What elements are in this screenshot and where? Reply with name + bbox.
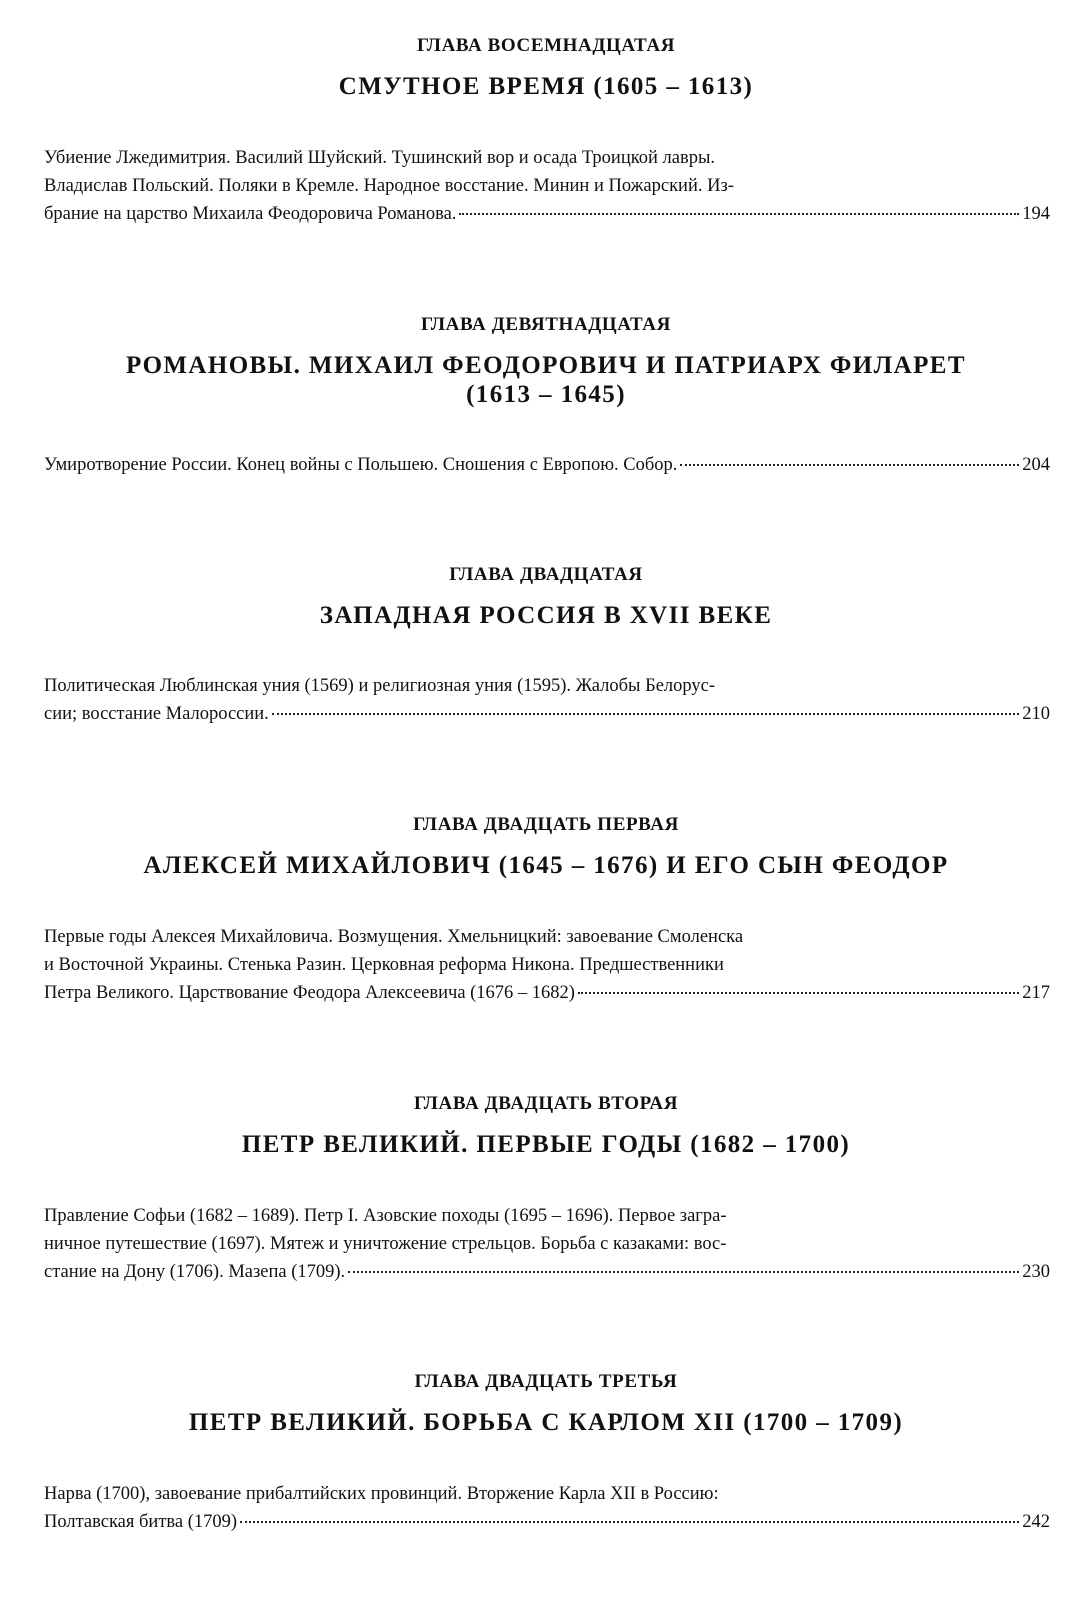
toc-entry[interactable]: [44, 1258, 1050, 1286]
chapter-20: [0, 563, 1092, 724]
dot-leader: [459, 213, 1019, 215]
description-line: ничное путешествие (1697). Мятеж и уничтожение стрельцов. Борьба с казаками: вос-: [44, 1234, 727, 1254]
description-line: Убиение Лжедимитрия. Василий Шуйский. Тушинский вор и осада Троицкой лавры.: [44, 148, 716, 168]
chapter-description: [44, 672, 1050, 728]
chapter-description: [44, 451, 1050, 479]
description-line: Правление Софьи (1682 – 1689). Петр I. Азовские походы (1695 – 1696). Первое загра-: [44, 1206, 727, 1226]
description-line: Полтавская битва (1709): [44, 1512, 238, 1532]
chapter-label: ГЛАВА ДЕВЯТНАДЦАТАЯ: [421, 314, 671, 335]
chapter-description: [44, 144, 1050, 228]
chapter-label: ГЛАВА ВОСЕМНАДЦАТАЯ: [416, 35, 676, 56]
page-number: 230: [1022, 1262, 1050, 1282]
description-line: Владислав Польский. Поляки в Кремле. Народное восстание. Минин и Пожарский. Из-: [44, 176, 734, 196]
chapter-label: ГЛАВА ДВАДЦАТАЯ: [449, 564, 643, 585]
chapter-19: [0, 313, 1092, 475]
chapter-label: ГЛАВА ДВАДЦАТЬ ПЕРВАЯ: [413, 814, 679, 835]
description-line: и Восточной Украины. Стенька Разин. Церковная реформа Никона. Предшественники: [44, 955, 724, 975]
chapter-title: СМУТНОЕ ВРЕМЯ (1605 – 1613): [338, 73, 754, 100]
toc-entry[interactable]: [44, 200, 1050, 228]
dot-leader: [240, 1521, 1019, 1523]
toc-entry[interactable]: [44, 700, 1050, 728]
description-line: Петра Великого. Царствование Феодора Алексеевича (1676 – 1682): [44, 983, 575, 1003]
chapter-label: ГЛАВА ДВАДЦАТЬ ВТОРАЯ: [413, 1093, 679, 1114]
chapter-description: [44, 1480, 1050, 1536]
description-line: Умиротворение России. Конец войны с Польшею. Сношения с Европою. Собор.: [44, 455, 678, 475]
dot-leader: [680, 464, 1019, 466]
dot-leader: [348, 1271, 1019, 1273]
page-number: 210: [1022, 704, 1050, 724]
chapter-18: [0, 34, 1092, 224]
toc-entry[interactable]: [44, 451, 1050, 479]
toc-entry[interactable]: [44, 1508, 1050, 1536]
chapter-21: [0, 813, 1092, 1003]
page-number: 242: [1022, 1512, 1050, 1532]
description-line: сии; восстание Малороссии.: [44, 704, 269, 724]
description-line: Первые годы Алексея Михайловича. Возмущения. Хмельницкий: завоевание Смоленска: [44, 927, 744, 947]
dot-leader: [578, 992, 1019, 994]
chapter-22: [0, 1092, 1092, 1282]
page-number: 217: [1022, 983, 1050, 1003]
chapter-title: ЗАПАДНАЯ РОССИЯ В XVII ВЕКЕ: [319, 602, 773, 629]
dot-leader: [272, 713, 1019, 715]
description-line: Нарва (1700), завоевание прибалтийских провинций. Вторжение Карла XII в Россию:: [44, 1484, 719, 1504]
chapter-description: [44, 1202, 1050, 1286]
toc-entry[interactable]: [44, 979, 1050, 1007]
description-line: Политическая Люблинская уния (1569) и религиозная уния (1595). Жалобы Белорус-: [44, 676, 716, 696]
chapter-description: [44, 923, 1050, 1007]
chapter-title: ПЕТР ВЕЛИКИЙ. ПЕРВЫЕ ГОДЫ (1682 – 1700): [241, 1131, 851, 1158]
description-line: брание на царство Михаила Феодоровича Романова.: [44, 204, 457, 224]
chapter-23: [0, 1370, 1092, 1532]
description-line: стание на Дону (1706). Мазепа (1709).: [44, 1262, 346, 1282]
page-number: 204: [1022, 455, 1050, 475]
chapter-title: РОМАНОВЫ. МИХАИЛ ФЕОДОРОВИЧ И ПАТРИАРХ ФИЛАРЕТ (1613 – 1645): [126, 352, 966, 408]
chapter-title: ПЕТР ВЕЛИКИЙ. БОРЬБА С КАРЛОМ XII (1700 – 1709): [188, 1409, 904, 1436]
chapter-label: ГЛАВА ДВАДЦАТЬ ТРЕТЬЯ: [414, 1371, 678, 1392]
chapter-title: АЛЕКСЕЙ МИХАЙЛОВИЧ (1645 – 1676) И ЕГО СЫН ФЕОДОР: [143, 852, 949, 879]
page-number: 194: [1022, 204, 1050, 224]
